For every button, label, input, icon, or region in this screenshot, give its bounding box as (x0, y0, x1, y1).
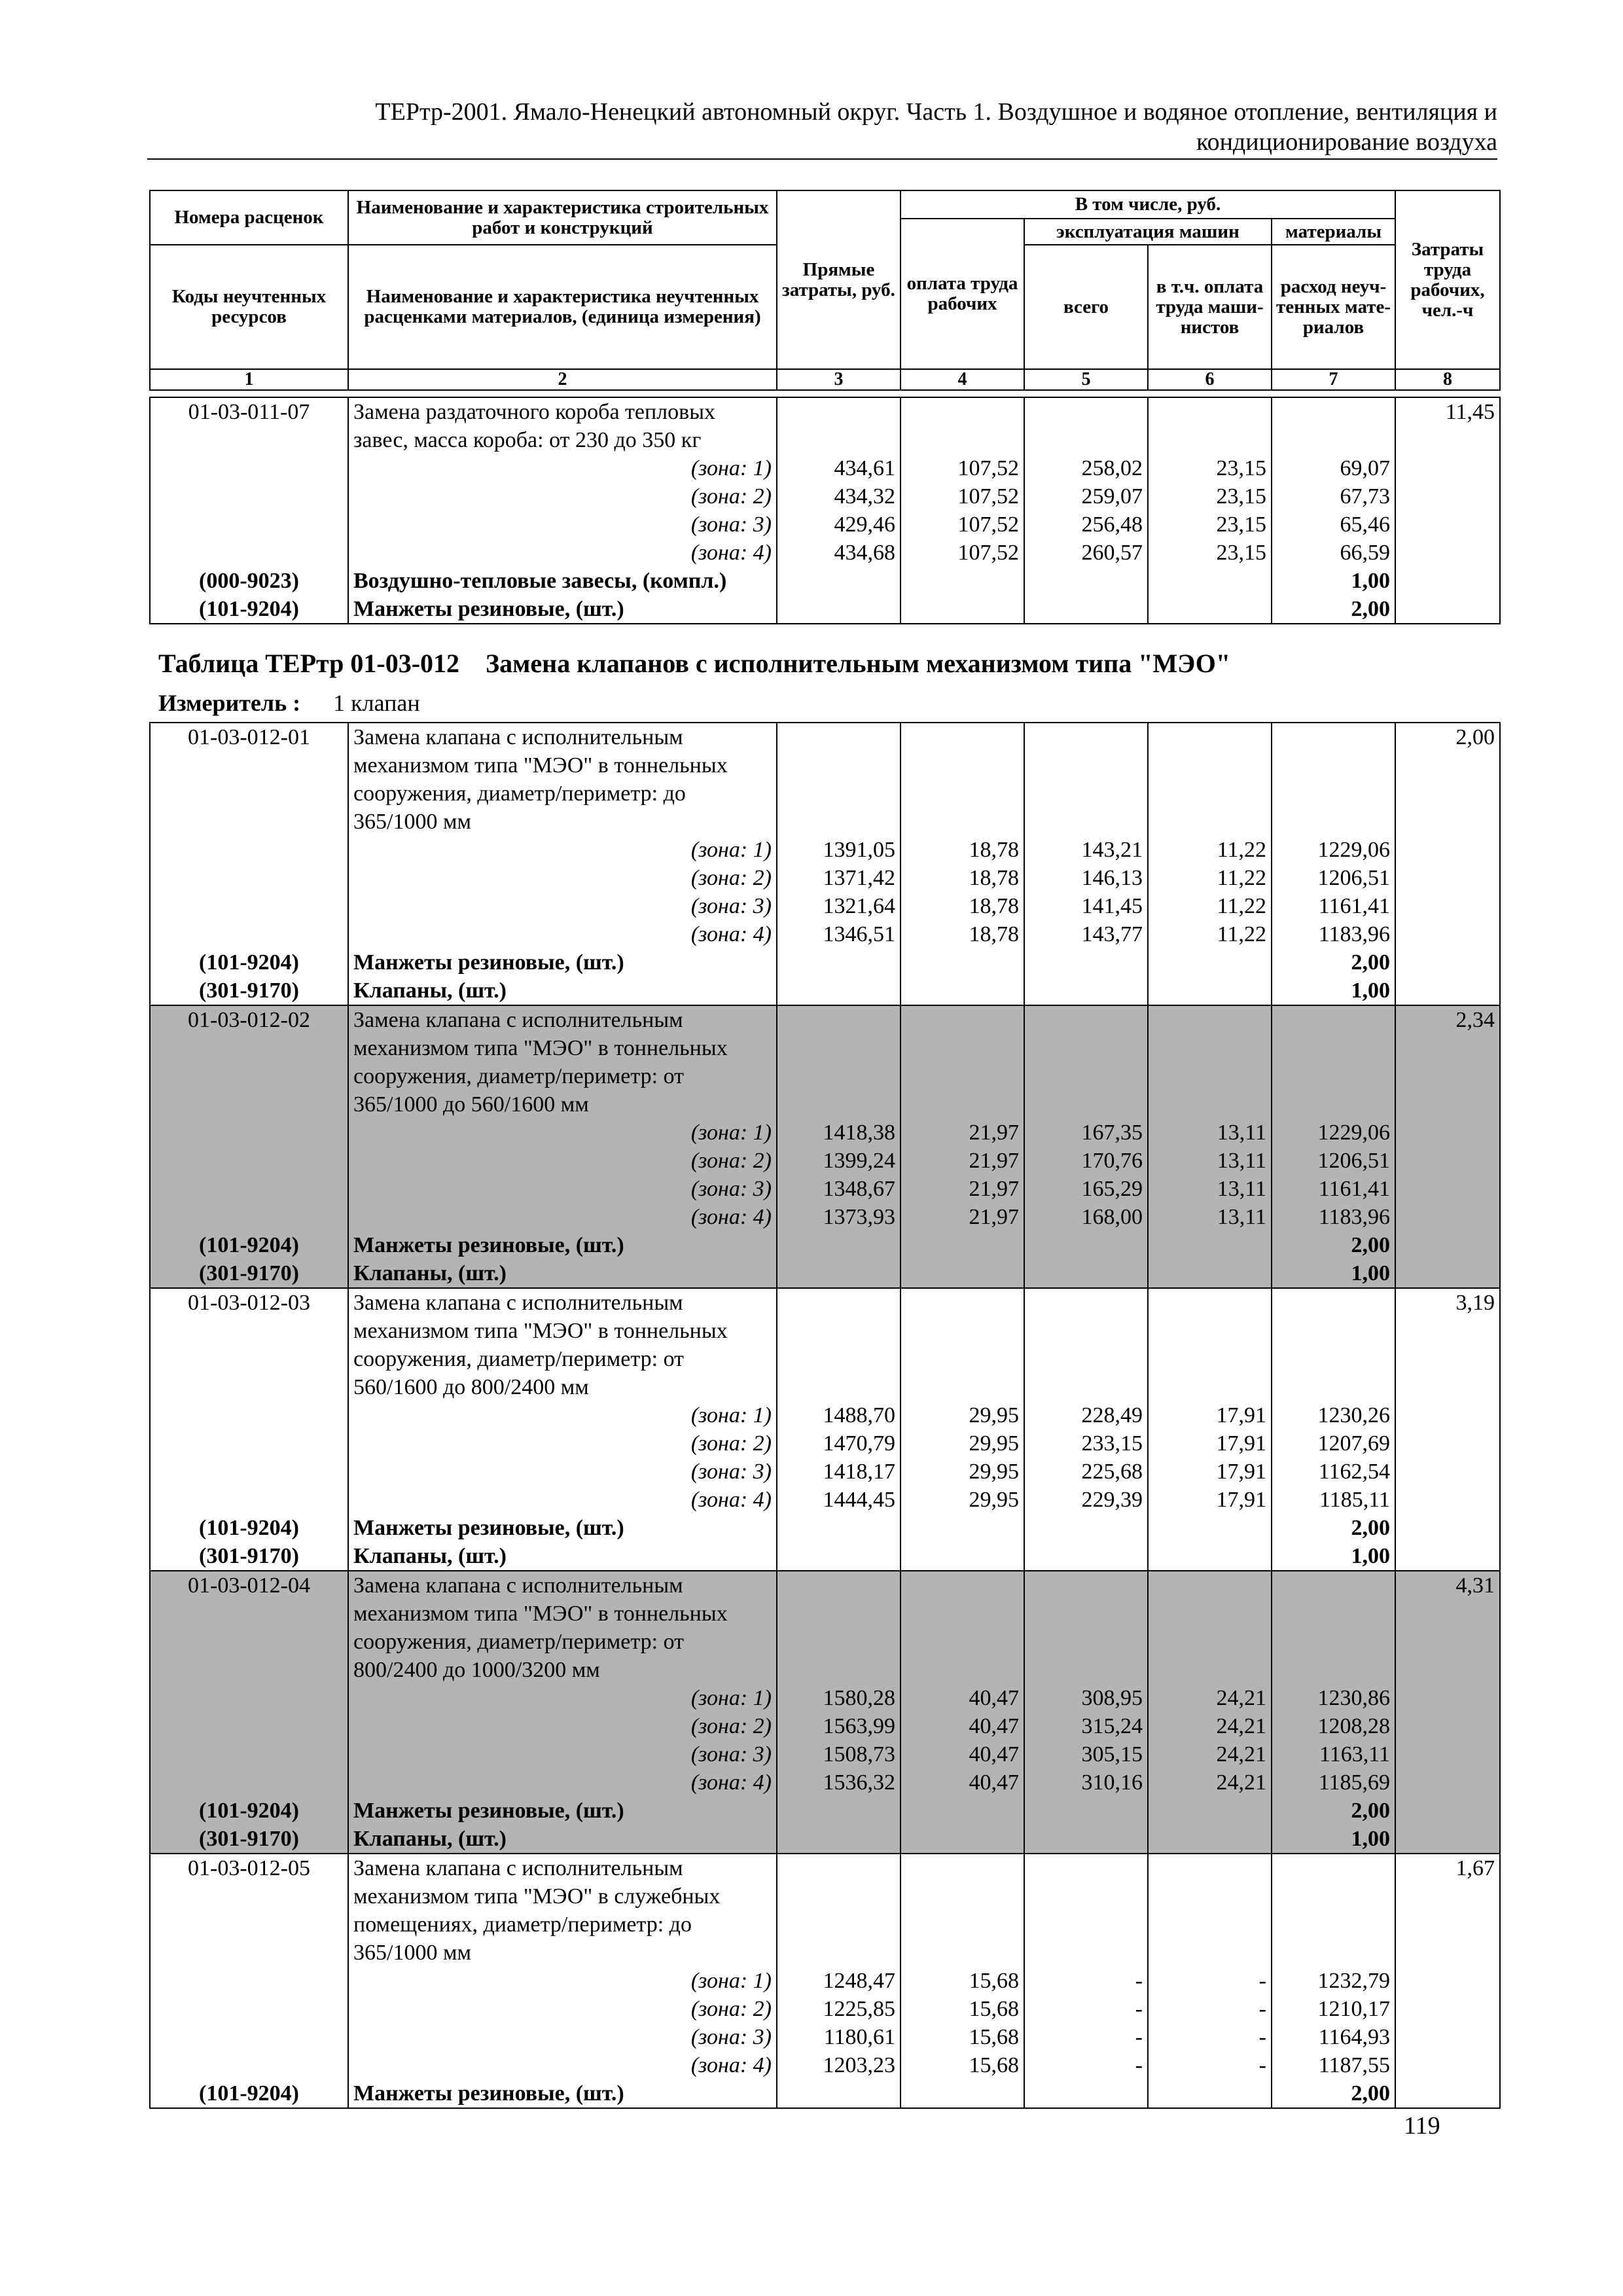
machinist-wage: 24,21 (1148, 1712, 1272, 1740)
machinist-wage: 13,11 (1148, 1203, 1272, 1231)
resource-row (150, 948, 1500, 977)
resource-qty: 2,00 (1272, 595, 1395, 624)
resource-code: (301-9170) (150, 1825, 348, 1854)
machine-cost: 225,68 (1024, 1458, 1148, 1486)
direct-cost: 1391,05 (777, 836, 901, 864)
material-cost: 1230,26 (1272, 1401, 1395, 1429)
col-header-materials: материалы (1272, 219, 1395, 245)
wage-cost: 29,95 (901, 1401, 1024, 1429)
material-cost: 1229,06 (1272, 836, 1395, 864)
resource-name: Манжеты резиновые, (шт.) (348, 595, 777, 624)
col-header-machines-total: всего (1024, 245, 1148, 369)
resource-name: Клапаны, (шт.) (348, 1542, 777, 1571)
machine-cost: 141,45 (1024, 892, 1148, 920)
material-cost: 1185,11 (1272, 1486, 1395, 1514)
zone-row (150, 864, 1500, 892)
machinist-wage: 11,22 (1148, 920, 1272, 948)
zone-label: (зона: 2) (348, 1712, 777, 1740)
zone-row (150, 2051, 1500, 2079)
resource-name: Воздушно-тепловые завесы, (компл.) (348, 567, 777, 595)
rate-name: Замена клапана с исполнительным механизмом типа "МЭО" в тоннельных сооружения, диаметр/периметр: от 560/1600 до 800/2400 мм (348, 1288, 777, 1401)
wage-cost: 40,47 (901, 1712, 1024, 1740)
machinist-wage: 11,22 (1148, 836, 1272, 864)
machine-cost: 143,77 (1024, 920, 1148, 948)
machine-cost: 310,16 (1024, 1768, 1148, 1797)
machinist-wage: 17,91 (1148, 1486, 1272, 1514)
material-cost: 67,73 (1272, 482, 1395, 511)
rate-row (150, 723, 1500, 836)
zone-row (150, 1712, 1500, 1740)
resource-qty: 2,00 (1272, 1514, 1395, 1542)
resource-name: Манжеты резиновые, (шт.) (348, 2079, 777, 2108)
wage-cost: 18,78 (901, 864, 1024, 892)
zone-label: (зона: 2) (348, 1429, 777, 1458)
direct-cost: 1444,45 (777, 1486, 901, 1514)
machinist-wage: 17,91 (1148, 1429, 1272, 1458)
machinist-wage: 24,21 (1148, 1768, 1272, 1797)
direct-cost: 1508,73 (777, 1740, 901, 1768)
material-cost: 66,59 (1272, 539, 1395, 567)
resource-row (150, 1797, 1500, 1825)
resource-qty: 1,00 (1272, 977, 1395, 1005)
wage-cost: 21,97 (901, 1147, 1024, 1175)
zone-label: (зона: 4) (348, 2051, 777, 2079)
zone-row (150, 1203, 1500, 1231)
rate-id: 01-03-012-01 (150, 723, 348, 836)
machine-cost: 228,49 (1024, 1401, 1148, 1429)
zone-label: (зона: 3) (348, 892, 777, 920)
direct-cost: 1580,28 (777, 1684, 901, 1712)
resource-row (150, 567, 1500, 595)
zone-row (150, 1175, 1500, 1203)
zone-row (150, 539, 1500, 567)
wage-cost: 29,95 (901, 1429, 1024, 1458)
machine-cost: 315,24 (1024, 1712, 1148, 1740)
rate-name: Замена клапана с исполнительным механизмом типа "МЭО" в тоннельных сооружения, диаметр/периметр: до 365/1000 мм (348, 723, 777, 836)
direct-cost: 1321,64 (777, 892, 901, 920)
zone-label: (зона: 4) (348, 1203, 777, 1231)
zone-label: (зона: 1) (348, 836, 777, 864)
resource-name: Клапаны, (шт.) (348, 1825, 777, 1854)
resource-code: (000-9023) (150, 567, 348, 595)
col-header-wages: оплата труда рабочих (901, 219, 1024, 369)
col-header-resource-codes: Коды неучтенных ресурсов (150, 245, 348, 369)
material-cost: 1185,69 (1272, 1768, 1395, 1797)
machine-cost: - (1024, 1995, 1148, 2023)
resource-name: Манжеты резиновые, (шт.) (348, 948, 777, 977)
rate-labor: 11,45 (1395, 397, 1500, 454)
wage-cost: 15,68 (901, 2051, 1024, 2079)
resource-row (150, 977, 1500, 1005)
direct-cost: 434,61 (777, 454, 901, 482)
col-header-material-consumption: расход неуч-тенных мате-риалов (1272, 245, 1395, 369)
resource-code: (101-9204) (150, 2079, 348, 2108)
zone-label: (зона: 4) (348, 539, 777, 567)
machine-cost: 168,00 (1024, 1203, 1148, 1231)
zone-label: (зона: 3) (348, 1458, 777, 1486)
col-number-2: 2 (348, 369, 777, 390)
direct-cost: 1180,61 (777, 2023, 901, 2051)
material-cost: 1187,55 (1272, 2051, 1395, 2079)
direct-cost: 1248,47 (777, 1967, 901, 1995)
rate-id: 01-03-012-05 (150, 1854, 348, 1967)
material-cost: 1161,41 (1272, 892, 1395, 920)
machinist-wage: - (1148, 2051, 1272, 2079)
rate-name: Замена клапана с исполнительным механизмом типа "МЭО" в служебных помещениях, диаметр/периметр: до 365/1000 мм (348, 1854, 777, 1967)
column-header-table (149, 190, 1501, 391)
direct-cost: 1203,23 (777, 2051, 901, 2079)
rate-id: 01-03-012-03 (150, 1288, 348, 1401)
resource-code: (101-9204) (150, 595, 348, 624)
machinist-wage: 17,91 (1148, 1401, 1272, 1429)
resource-code: (301-9170) (150, 1542, 348, 1571)
machinist-wage: 11,22 (1148, 892, 1272, 920)
zone-label: (зона: 1) (348, 1401, 777, 1429)
resource-qty: 2,00 (1272, 1797, 1395, 1825)
col-header-material-name: Наименование и характеристика неучтенных расценками материалов, (единица измерения) (348, 245, 777, 369)
machinist-wage: - (1148, 1995, 1272, 2023)
zone-label: (зона: 2) (348, 482, 777, 511)
direct-cost: 1563,99 (777, 1712, 901, 1740)
machine-cost: 233,15 (1024, 1429, 1148, 1458)
rate-labor: 2,00 (1395, 723, 1500, 836)
machinist-wage: 13,11 (1148, 1175, 1272, 1203)
machine-cost: - (1024, 1967, 1148, 1995)
resource-qty: 1,00 (1272, 567, 1395, 595)
wage-cost: 15,68 (901, 1967, 1024, 1995)
material-cost: 1163,11 (1272, 1740, 1395, 1768)
machine-cost: 258,02 (1024, 454, 1148, 482)
zone-label: (зона: 1) (348, 1119, 777, 1147)
resource-qty: 2,00 (1272, 1231, 1395, 1259)
resource-qty: 1,00 (1272, 1825, 1395, 1854)
machine-cost: 259,07 (1024, 482, 1148, 511)
direct-cost: 1470,79 (777, 1429, 901, 1458)
wage-cost: 18,78 (901, 920, 1024, 948)
zone-row (150, 920, 1500, 948)
rate-name: Замена раздаточного короба тепловых завес, масса короба: от 230 до 350 кг (348, 397, 777, 454)
direct-cost: 1225,85 (777, 1995, 901, 2023)
material-cost: 1183,96 (1272, 1203, 1395, 1231)
resource-row (150, 1514, 1500, 1542)
zone-row (150, 836, 1500, 864)
direct-cost: 1373,93 (777, 1203, 901, 1231)
resource-row (150, 1542, 1500, 1571)
material-cost: 1164,93 (1272, 2023, 1395, 2051)
machinist-wage: 23,15 (1148, 539, 1272, 567)
resource-name: Клапаны, (шт.) (348, 977, 777, 1005)
zone-row (150, 1768, 1500, 1797)
zone-label: (зона: 4) (348, 1768, 777, 1797)
zone-label: (зона: 1) (348, 1684, 777, 1712)
resource-code: (301-9170) (150, 977, 348, 1005)
direct-cost: 1488,70 (777, 1401, 901, 1429)
wage-cost: 18,78 (901, 836, 1024, 864)
machinist-wage: 24,21 (1148, 1684, 1272, 1712)
rate-row (150, 1571, 1500, 1684)
direct-cost: 429,46 (777, 511, 901, 539)
col-header-machinist-wages: в т.ч. оплата труда маши-нистов (1148, 245, 1272, 369)
direct-cost: 1418,17 (777, 1458, 901, 1486)
zone-row (150, 1995, 1500, 2023)
zone-row (150, 1486, 1500, 1514)
page-number: 119 (1404, 2112, 1440, 2140)
rates-table-part-2 (149, 722, 1501, 2109)
resource-name: Манжеты резиновые, (шт.) (348, 1514, 777, 1542)
material-cost: 69,07 (1272, 454, 1395, 482)
machine-cost: 143,21 (1024, 836, 1148, 864)
resource-code: (101-9204) (150, 1231, 348, 1259)
zone-label: (зона: 4) (348, 1486, 777, 1514)
machinist-wage: - (1148, 2023, 1272, 2051)
col-header-direct-costs: Прямые затраты, руб. (777, 190, 901, 369)
wage-cost: 21,97 (901, 1203, 1024, 1231)
wage-cost: 107,52 (901, 511, 1024, 539)
machine-cost: 260,57 (1024, 539, 1148, 567)
wage-cost: 21,97 (901, 1119, 1024, 1147)
rate-labor: 4,31 (1395, 1571, 1500, 1684)
zone-label: (зона: 3) (348, 511, 777, 539)
machinist-wage: 11,22 (1148, 864, 1272, 892)
rates-table-part-1 (149, 397, 1501, 624)
wage-cost: 15,68 (901, 1995, 1024, 2023)
table-measure (158, 689, 420, 717)
wage-cost: 29,95 (901, 1486, 1024, 1514)
direct-cost: 1348,67 (777, 1175, 901, 1203)
machinist-wage: 13,11 (1148, 1147, 1272, 1175)
wage-cost: 107,52 (901, 482, 1024, 511)
rate-name: Замена клапана с исполнительным механизмом типа "МЭО" в тоннельных сооружения, диаметр/периметр: от 800/2400 до 1000/3200 мм (348, 1571, 777, 1684)
table-title-label: Таблица ТЕРтр 01-03-012 (158, 649, 460, 678)
rate-row (150, 397, 1500, 454)
measure-value: 1 клапан (333, 690, 420, 716)
direct-cost: 434,32 (777, 482, 901, 511)
wage-cost: 18,78 (901, 892, 1024, 920)
col-header-labor: Затраты труда рабочих, чел.-ч (1395, 190, 1500, 369)
machine-cost: 146,13 (1024, 864, 1148, 892)
col-number-4: 4 (901, 369, 1024, 390)
machinist-wage: 23,15 (1148, 454, 1272, 482)
wage-cost: 15,68 (901, 2023, 1024, 2051)
resource-code: (101-9204) (150, 1797, 348, 1825)
machine-cost: 305,15 (1024, 1740, 1148, 1768)
resource-code: (101-9204) (150, 1514, 348, 1542)
resource-qty: 1,00 (1272, 1259, 1395, 1288)
col-header-rate-numbers: Номера расценок (150, 190, 348, 245)
material-cost: 1230,86 (1272, 1684, 1395, 1712)
header-line-2: кондиционирование воздуха (1196, 128, 1497, 156)
rate-id: 01-03-012-04 (150, 1571, 348, 1684)
wage-cost: 40,47 (901, 1740, 1024, 1768)
material-cost: 1232,79 (1272, 1967, 1395, 1995)
resource-code: (301-9170) (150, 1259, 348, 1288)
material-cost: 1161,41 (1272, 1175, 1395, 1203)
col-number-8: 8 (1395, 369, 1500, 390)
zone-row (150, 1684, 1500, 1712)
header-line-1: ТЕРтр-2001. Ямало-Ненецкий автономный округ. Часть 1. Воздушное и водяное отопление, вентиляция и (375, 98, 1497, 126)
rate-id: 01-03-012-02 (150, 1005, 348, 1119)
material-cost: 1206,51 (1272, 864, 1395, 892)
zone-row (150, 482, 1500, 511)
zone-row (150, 2023, 1500, 2051)
col-header-machines: эксплуатация машин (1024, 219, 1272, 245)
resource-row (150, 1259, 1500, 1288)
resource-code: (101-9204) (150, 948, 348, 977)
wage-cost: 107,52 (901, 539, 1024, 567)
material-cost: 1229,06 (1272, 1119, 1395, 1147)
resource-name: Манжеты резиновые, (шт.) (348, 1797, 777, 1825)
zone-label: (зона: 2) (348, 1147, 777, 1175)
rate-row (150, 1288, 1500, 1401)
direct-cost: 1371,42 (777, 864, 901, 892)
resource-row (150, 595, 1500, 624)
zone-label: (зона: 2) (348, 864, 777, 892)
resource-qty: 2,00 (1272, 948, 1395, 977)
zone-label: (зона: 2) (348, 1995, 777, 2023)
rate-name: Замена клапана с исполнительным механизмом типа "МЭО" в тоннельных сооружения, диаметр/периметр: от 365/1000 до 560/1600 мм (348, 1005, 777, 1119)
table-title-text: Замена клапанов с исполнительным механизмом типа "МЭО" (486, 649, 1231, 678)
machinist-wage: 13,11 (1148, 1119, 1272, 1147)
zone-row (150, 511, 1500, 539)
direct-cost: 1418,38 (777, 1119, 901, 1147)
col-number-1: 1 (150, 369, 348, 390)
zone-label: (зона: 3) (348, 2023, 777, 2051)
machinist-wage: 17,91 (1148, 1458, 1272, 1486)
resource-qty: 2,00 (1272, 2079, 1395, 2108)
col-number-5: 5 (1024, 369, 1148, 390)
direct-cost: 1536,32 (777, 1768, 901, 1797)
running-header (147, 97, 1497, 160)
wage-cost: 21,97 (901, 1175, 1024, 1203)
zone-row (150, 1119, 1500, 1147)
machinist-wage: 23,15 (1148, 511, 1272, 539)
material-cost: 1162,54 (1272, 1458, 1395, 1486)
rate-labor: 1,67 (1395, 1854, 1500, 1967)
direct-cost: 434,68 (777, 539, 901, 567)
zone-row (150, 1429, 1500, 1458)
machinist-wage: - (1148, 1967, 1272, 1995)
material-cost: 1210,17 (1272, 1995, 1395, 2023)
material-cost: 1183,96 (1272, 920, 1395, 948)
resource-row (150, 2079, 1500, 2108)
rate-id: 01-03-011-07 (150, 397, 348, 454)
material-cost: 1208,28 (1272, 1712, 1395, 1740)
resource-name: Манжеты резиновые, (шт.) (348, 1231, 777, 1259)
machine-cost: 165,29 (1024, 1175, 1148, 1203)
wage-cost: 40,47 (901, 1768, 1024, 1797)
machine-cost: 308,95 (1024, 1684, 1148, 1712)
resource-row (150, 1231, 1500, 1259)
material-cost: 1206,51 (1272, 1147, 1395, 1175)
machine-cost: - (1024, 2051, 1148, 2079)
machine-cost: 170,76 (1024, 1147, 1148, 1175)
col-header-work-name: Наименование и характеристика строительных работ и конструкций (348, 190, 777, 245)
resource-name: Клапаны, (шт.) (348, 1259, 777, 1288)
rate-labor: 2,34 (1395, 1005, 1500, 1119)
zone-row (150, 1401, 1500, 1429)
direct-cost: 1346,51 (777, 920, 901, 948)
zone-row (150, 1740, 1500, 1768)
zone-label: (зона: 1) (348, 1967, 777, 1995)
zone-row (150, 1147, 1500, 1175)
zone-label: (зона: 3) (348, 1175, 777, 1203)
resource-row (150, 1825, 1500, 1854)
col-number-7: 7 (1272, 369, 1395, 390)
resource-qty: 1,00 (1272, 1542, 1395, 1571)
wage-cost: 40,47 (901, 1684, 1024, 1712)
zone-label: (зона: 4) (348, 920, 777, 948)
material-cost: 1207,69 (1272, 1429, 1395, 1458)
machinist-wage: 24,21 (1148, 1740, 1272, 1768)
machine-cost: 256,48 (1024, 511, 1148, 539)
zone-row (150, 1967, 1500, 1995)
col-number-3: 3 (777, 369, 901, 390)
rate-row (150, 1005, 1500, 1119)
rate-labor: 3,19 (1395, 1288, 1500, 1401)
direct-cost: 1399,24 (777, 1147, 901, 1175)
zone-label: (зона: 3) (348, 1740, 777, 1768)
wage-cost: 107,52 (901, 454, 1024, 482)
zone-row (150, 454, 1500, 482)
machinist-wage: 23,15 (1148, 482, 1272, 511)
col-header-including: В том числе, руб. (901, 190, 1395, 219)
measure-label: Измеритель : (158, 690, 301, 716)
zone-label: (зона: 1) (348, 454, 777, 482)
table-title (158, 648, 1230, 679)
machine-cost: 229,39 (1024, 1486, 1148, 1514)
material-cost: 65,46 (1272, 511, 1395, 539)
zone-row (150, 892, 1500, 920)
machine-cost: 167,35 (1024, 1119, 1148, 1147)
machine-cost: - (1024, 2023, 1148, 2051)
col-number-6: 6 (1148, 369, 1272, 390)
rate-row (150, 1854, 1500, 1967)
zone-row (150, 1458, 1500, 1486)
wage-cost: 29,95 (901, 1458, 1024, 1486)
